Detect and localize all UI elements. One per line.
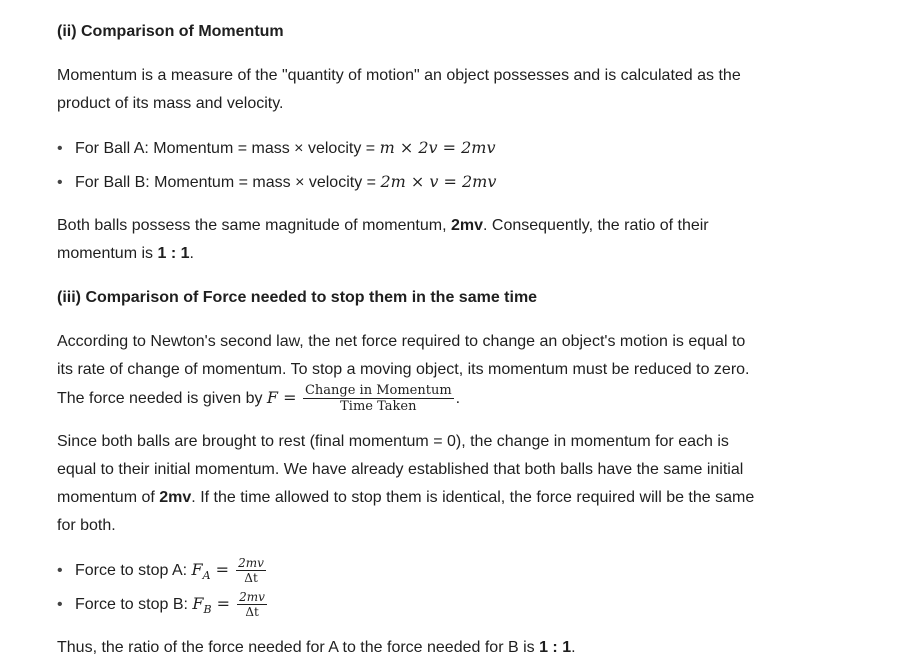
- momentum-over-time-fraction: [303, 384, 454, 413]
- force-b-label: Force to stop B:: [75, 596, 193, 613]
- list-item-ball-a: [57, 134, 496, 163]
- rest-line-1: Since both balls are brought to rest (final momentum = 0), the change in momentum for each is: [57, 433, 729, 450]
- bullet-icon: •: [57, 174, 63, 191]
- force-a-fraction: [236, 557, 266, 584]
- fraction-numerator: 2mv: [238, 556, 264, 571]
- formula-lead: The force needed is given by: [57, 390, 267, 407]
- force-b-symbol: F: [192, 594, 204, 613]
- final-text: Thus, the ratio of the force needed for A to the force needed for B is: [57, 639, 540, 656]
- list-item-force-a: • Force to stop A: $F_A$ = $\frac{2mv}{\Delta t}$: [57, 556, 264, 586]
- force-b-fraction: [237, 591, 267, 618]
- newton-line-1: According to Newton's second law, the net force required to change an object's motion is equal to: [57, 333, 746, 350]
- section-heading-momentum: (ii) Comparison of Momentum: [57, 23, 284, 40]
- list-item-ball-b: [57, 168, 496, 197]
- force-a-subscript: A: [202, 569, 211, 583]
- ball-b-math: 2m × v = 2mv: [380, 172, 497, 191]
- fraction-denominator: Δt: [245, 605, 259, 620]
- momentum-intro-paragraph: [57, 62, 817, 118]
- rest-line-3-post: . If the time allowed to stop them is identical, the force required will be the same: [191, 489, 755, 506]
- fraction-numerator: 2mv: [239, 590, 265, 605]
- formula-end: .: [455, 390, 461, 407]
- force-b-subscript: B: [203, 603, 212, 617]
- final-ratio-value: 1 : 1: [539, 639, 572, 656]
- section-heading-force: (iii) Comparison of Force needed to stop them in the same time: [57, 289, 538, 306]
- conclusion-text-post: . Consequently, the ratio of their: [483, 217, 709, 234]
- fraction-denominator: Time Taken: [340, 399, 417, 415]
- ratio-value: 1 : 1: [157, 245, 190, 262]
- rest-line-2: equal to their initial momentum. We have already established that both balls have the same initial: [57, 461, 744, 478]
- intro-line-2: product of its mass and velocity.: [57, 95, 284, 112]
- newton-line-3: [57, 384, 817, 413]
- ratio-lead: momentum is: [57, 245, 158, 262]
- ball-a-label: For Ball A: Momentum = mass × velocity =: [75, 140, 380, 157]
- ratio-end: .: [189, 245, 194, 262]
- bullet-icon: •: [57, 562, 63, 579]
- ball-b-label: For Ball B: Momentum = mass × velocity =: [75, 174, 381, 191]
- fraction-numerator: Change in Momentum: [304, 383, 452, 399]
- conclusion-line-1: [57, 212, 817, 240]
- newton-paragraph: [57, 328, 817, 413]
- conclusion-line-2: [57, 240, 817, 268]
- intro-line-1: Momentum is a measure of the "quantity of motion" an object possesses and is calculated as the: [57, 67, 741, 84]
- rest-line-3: [57, 484, 817, 512]
- conclusion-text: Both balls possess the same magnitude of momentum,: [57, 217, 451, 234]
- bold-2mv-2: 2mv: [159, 489, 192, 506]
- final-end: .: [571, 639, 576, 656]
- fraction-denominator: Δt: [244, 571, 258, 586]
- bullet-icon: •: [57, 596, 63, 613]
- rest-line-3-pre: momentum of: [57, 489, 160, 506]
- list-item-force-b: • Force to stop B: $F_B$ = $\frac{2mv}{\Delta t}$: [57, 590, 265, 620]
- rest-paragraph: [57, 428, 817, 540]
- final-ratio-paragraph: [57, 634, 817, 662]
- formula-lhs: F =: [266, 388, 297, 407]
- newton-line-2: its rate of change of momentum. To stop a moving object, its momentum must be reduced to zero.: [57, 361, 750, 378]
- momentum-conclusion-paragraph: [57, 212, 817, 268]
- ball-a-math: m × 2v = 2mv: [379, 138, 496, 157]
- force-a-symbol: F: [191, 560, 203, 579]
- force-a-label: Force to stop A:: [75, 562, 192, 579]
- bold-2mv: 2mv: [450, 217, 484, 234]
- rest-line-4: for both.: [57, 517, 116, 534]
- bullet-icon: •: [57, 140, 63, 157]
